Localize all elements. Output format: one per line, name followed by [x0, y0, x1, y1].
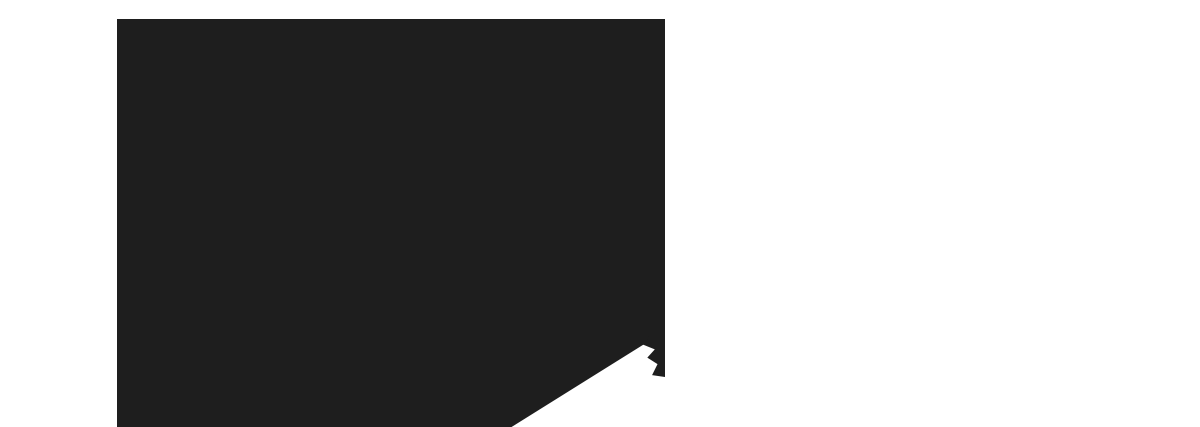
- dark-block-shape: [117, 19, 665, 427]
